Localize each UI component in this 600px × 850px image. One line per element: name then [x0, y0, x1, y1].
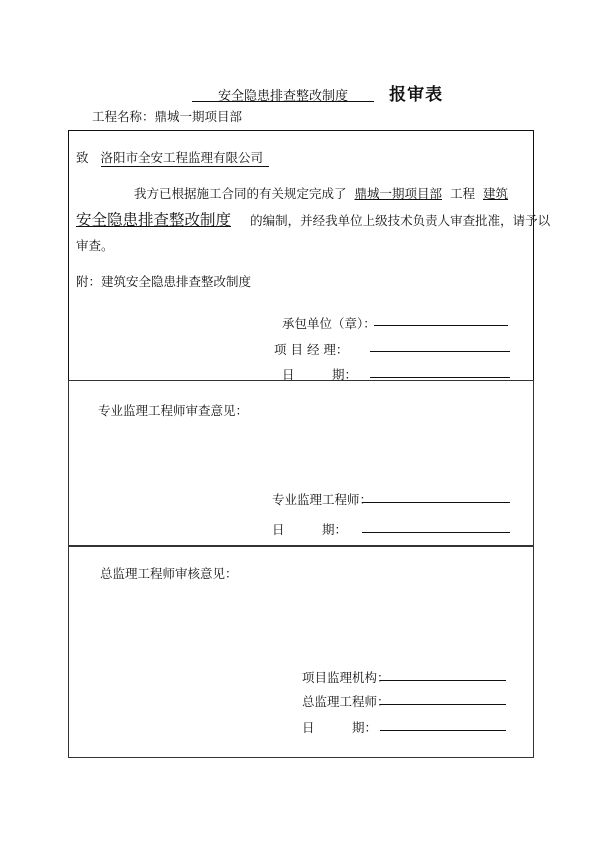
form-main-title: 报审表 — [389, 85, 444, 105]
paragraph-line-2: 安全隐患排查整改制度 的编制，并经我单位上级技术负责人审查批准，请予以 — [76, 211, 551, 229]
section2-date-line[interactable] — [362, 532, 510, 533]
supervision-org-label: 项目监理机构： — [302, 670, 390, 685]
paragraph-line-1: 我方已根据施工合同的有关规定完成了 鼎城一期项目部 工程 建筑 — [134, 186, 509, 201]
form-subtitle: 安全隐患排查整改制度 — [218, 89, 349, 104]
contractor-signature-line[interactable] — [374, 325, 508, 326]
engineer-label: 专业监理工程师： — [272, 492, 373, 507]
section1-date-label: 日 期： — [282, 367, 358, 382]
engineer-opinion-label: 专业监理工程师审查意见： — [98, 403, 249, 418]
project-manager-signature-line[interactable] — [370, 351, 510, 352]
paragraph-item-part2: 安全隐患排查整改制度 — [76, 211, 232, 229]
project-name-label: 工程名称： — [92, 109, 155, 124]
form-title — [192, 80, 443, 105]
paragraph-project: 鼎城一期项目部 — [354, 186, 443, 201]
addressee-label: 致 — [76, 150, 89, 165]
project-name-value: 鼎城一期项目部 — [154, 109, 243, 124]
section3-date-label: 日 期： — [302, 720, 378, 735]
section3-date-line[interactable] — [380, 730, 506, 731]
paragraph-line-3: 审查。 — [76, 238, 114, 253]
contractor-label: 承包单位（章）： — [282, 316, 376, 331]
project-manager-label: 项 目 经 理： — [274, 342, 349, 357]
paragraph-item-part1: 建筑 — [483, 186, 509, 201]
addressee-org: 洛阳市全安工程监理有限公司 — [101, 148, 269, 167]
chief-opinion-label: 总监理工程师审核意见： — [100, 566, 238, 581]
project-name-row — [92, 107, 242, 125]
engineer-signature-line[interactable] — [362, 502, 510, 503]
addressee-row — [76, 148, 269, 167]
supervision-org-signature-line[interactable] — [380, 680, 506, 681]
attachment-line: 附：建筑安全隐患排查整改制度 — [76, 274, 252, 289]
chief-engineer-label: 总监理工程师： — [302, 694, 390, 709]
chief-engineer-signature-line[interactable] — [380, 704, 506, 705]
section2-date-label: 日 期： — [272, 522, 348, 537]
section1-date-line[interactable] — [370, 377, 510, 378]
